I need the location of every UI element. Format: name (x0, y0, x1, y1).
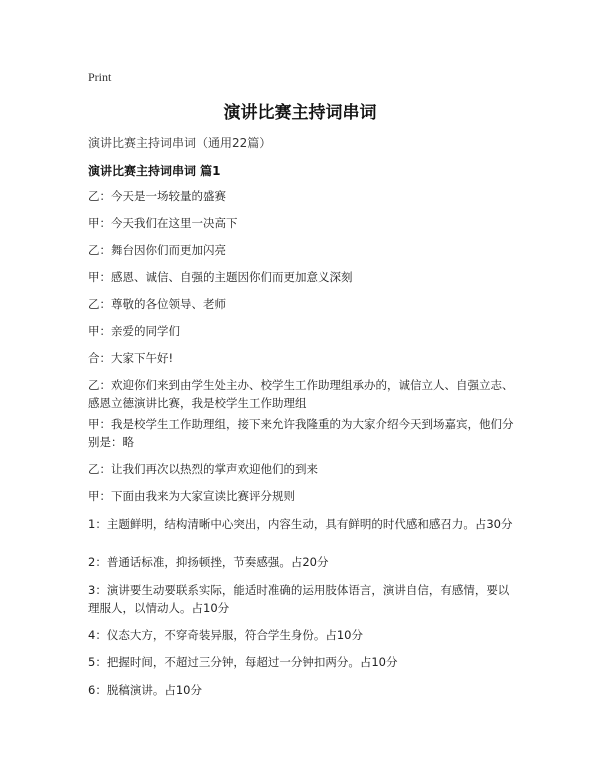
document-subtitle: 演讲比赛主持词串词（通用22篇） (88, 136, 272, 150)
paragraph: 合：大家下午好! (88, 351, 174, 365)
paragraph: 1：主题鲜明，结构清晰中心突出，内容生动，具有鲜明的时代感和感召力。占30分 (88, 517, 513, 531)
print-link[interactable]: Print (88, 70, 112, 84)
paragraph: 甲：亲爱的同学们 (88, 324, 180, 338)
paragraph: 甲：下面由我来为大家宣读比赛评分规则 (88, 489, 295, 503)
paragraph: 6：脱稿演讲。占10分 (88, 683, 202, 697)
paragraph: 5：把握时间，不超过三分钟，每超过一分钟扣两分。占10分 (88, 655, 398, 669)
paragraph: 乙：让我们再次以热烈的掌声欢迎他们的到来 (88, 462, 318, 476)
paragraph: 3：演讲要生动要联系实际，能适时准确的运用肢体语言，演讲自信，有感情，要以理服人，以情动人。占10分 (88, 583, 510, 615)
paragraph: 乙：欢迎你们来到由学生处主办、校学生工作助理组承办的，诚信立人、自强立志、感恩立德演讲比赛，我是校学生工作助理组 (88, 378, 514, 410)
document-title: 演讲比赛主持词串词 (223, 103, 377, 123)
paragraph: 乙：尊敬的各位领导、老师 (88, 297, 226, 311)
section-heading: 演讲比赛主持词串词 篇1 (88, 164, 221, 178)
paragraph: 乙：舞台因你们而更加闪亮 (88, 243, 226, 257)
paragraph: 4：仪态大方，不穿奇装异服，符合学生身份。占10分 (88, 628, 363, 642)
paragraph: 甲：感恩、诚信、自强的主题因你们而更加意义深刻 (88, 270, 353, 284)
paragraph: 甲：今天我们在这里一决高下 (88, 216, 238, 230)
paragraph: 乙：今天是一场较量的盛赛 (88, 189, 226, 203)
paragraph: 2：普通话标准，抑扬顿挫，节奏感强。占20分 (88, 555, 329, 569)
paragraph: 甲：我是校学生工作助理组，接下来允许我隆重的为大家介绍今天到场嘉宾，他们分别是：略 (88, 417, 514, 449)
